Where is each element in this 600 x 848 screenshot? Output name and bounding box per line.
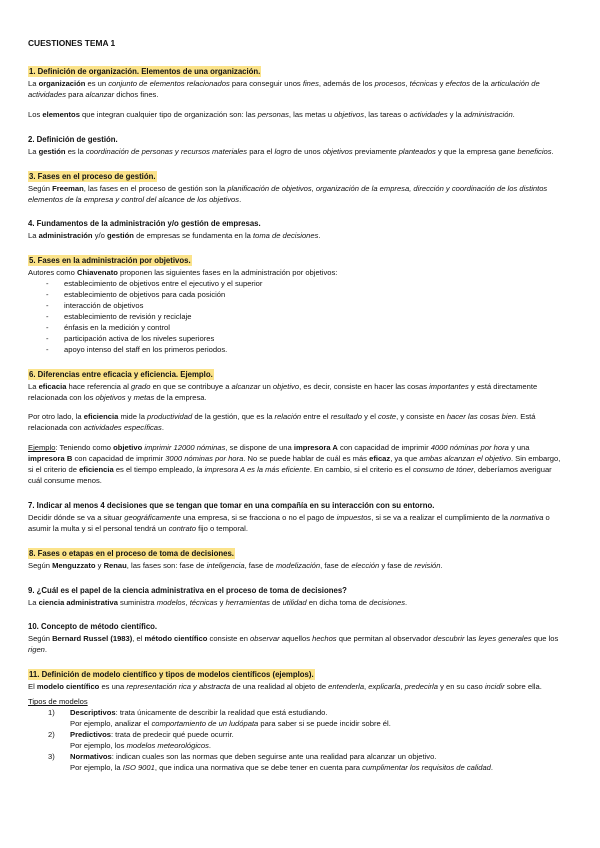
list-item: - apoyo intenso del staff en los primeros periodos. <box>46 345 564 356</box>
section-heading: 2. Definición de gestión. <box>28 134 118 144</box>
section-3 <box>28 166 564 206</box>
section-8 <box>28 543 564 572</box>
list-item: - establecimiento de revisión y reciclaje <box>46 312 564 323</box>
section-4 <box>28 213 564 242</box>
section-2 <box>28 129 564 158</box>
section-heading: 11. Definición de modelo científico y tipos de modelos científicos (ejemplos). <box>29 670 314 680</box>
models-list <box>28 708 564 773</box>
list-item: - establecimiento de objetivos entre el ejecutivo y el superior <box>46 279 564 290</box>
paragraph: Los elementos que integran cualquier tipo de organización son: las personas, las metas u objetivos, las tareas o actividades y la administración. <box>28 109 515 119</box>
section-5 <box>28 250 564 355</box>
paragraph: Autores como Chiavenato proponen las siguientes fases en la administración por objetivos: <box>28 268 338 278</box>
list-item: - participación activa de los niveles superiores <box>46 334 564 345</box>
list-item: - establecimiento de objetivos para cada posición <box>46 290 564 301</box>
paragraph: La gestión es la coordinación de personas y recursos materiales para el logro de unos objetivos previamente planteados y que la empresa gane beneficios. <box>28 146 554 156</box>
section-heading: 10. Concepto de método científico. <box>28 622 158 632</box>
list-item: - interacción de objetivos <box>46 301 564 312</box>
paragraph: La administración y/o gestión de empresas se fundamenta en la toma de decisiones. <box>28 231 321 241</box>
section-11 <box>28 664 564 773</box>
list-item: 3) Normativos: indican cuales son las normas que deben seguirse ante una realidad para alcanzar un objetivo. Por ejemplo, la ISO 9001, que indica una normativa que se debe tener en cuenta para cumplimentar los requisitos de calidad. <box>48 751 494 772</box>
section-9 <box>28 580 564 609</box>
paragraph: La eficacia hace referencia al grado en que se contribuye a alcanzar un objetivo, es decir, consiste en hacer las cosas importantes y está directamente relacionada con los objetivos y metas de la empresa. <box>28 381 538 402</box>
paragraph: Según Menguzzato y Renau, las fases son: fase de inteligencia, fase de modelización, fase de elección y fase de revisión. <box>28 560 443 570</box>
paragraph: Decidir dónde se va a situar geográficamente una empresa, si se fracciona o no el pago de impuestos, si se va a realizar el cumplimiento de la normativa o asumir la multa y si el personal tendrá un contrato fijo o temporal. <box>28 512 550 533</box>
paragraph: Ejemplo: Teniendo como objetivo imprimir 12000 nóminas, se dispone de una impresora A con capacidad de imprimir 4000 nóminas por hora y una impresora B con capacidad de imprimir 3000 nóminas por hora. No se puede hablar de cuál es más eficaz, ya que ambas alcanzan el objetivo. Sin embargo, si el criterio de eficiencia es el tiempo empleado, la impresora A es la más eficiente. En cambio, si el criterio es el consumo de tóner, deberíamos averiguar cuál consume menos. <box>28 443 561 485</box>
section-7 <box>28 495 564 535</box>
paragraph: La organización es un conjunto de elementos relacionados para conseguir unos fines, además de los procesos, técnicas y efectos de la articulación de actividades para alcanzar dichos fines. <box>28 79 540 99</box>
models-subheading: Tipos de modelos <box>28 697 88 707</box>
section-heading: 5. Fases en la administración por objetivos. <box>29 256 191 266</box>
list-item: - énfasis en la medición y control <box>46 323 564 334</box>
phase-list <box>28 279 564 355</box>
section-heading: 1. Definición de organización. Elementos de una organización. <box>29 67 261 76</box>
paragraph: Por otro lado, la eficiencia mide la productividad de la gestión, que es la relación entre el resultado y el coste, y consiste en hacer las cosas bien. Está relacionada con actividades específicas. <box>28 412 536 433</box>
paragraph: Según Freeman, las fases en el proceso de gestión son la planificación de objetivos, organización de la empresa, dirección y coordinación de los distintos elementos de la empresa y control del alcance de los objetivos. <box>28 183 548 204</box>
section-heading: 8. Fases o etapas en el proceso de toma de decisiones. <box>29 548 234 558</box>
list-item: 1) Descriptivos: trata únicamente de describir la realidad que está estudiando. Por ejemplo, analizar el comportamiento de un ludópata para saber si se puede incidir sobre él. <box>48 708 391 728</box>
paragraph: Según Bernard Russel (1983), el método científico consiste en observar aquellos hechos que permitan al observador descubrir las leyes generales que los rigen. <box>28 634 559 655</box>
list-item: 2) Predictivos: trata de predecir qué puede ocurrir. Por ejemplo, los modelos meteorológicos. <box>48 729 234 750</box>
section-heading: 6. Diferencias entre eficacia y eficiencia. Ejemplo. <box>29 369 213 379</box>
section-heading: 7. Indicar al menos 4 decisiones que se tengan que tomar en una compañía en su interacción con su entorno. <box>28 500 435 510</box>
document-title: CUESTIONES TEMA 1 <box>28 38 116 48</box>
section-heading: 9. ¿Cuál es el papel de la ciencia administrativa en el proceso de toma de decisiones? <box>28 585 347 595</box>
paragraph: El modelo científico es una representación rica y abstracta de una realidad al objeto de entenderla, explicarla, predecirla y en su caso incidir sobre ella. <box>28 682 542 692</box>
section-1 <box>28 61 564 121</box>
paragraph: La ciencia administrativa suministra modelos, técnicas y herramientas de utilidad en dicha toma de decisiones. <box>28 597 408 607</box>
section-6 <box>28 364 564 487</box>
section-10 <box>28 616 564 656</box>
section-heading: 3. Fases en el proceso de gestión. <box>29 171 156 181</box>
section-heading: 4. Fundamentos de la administración y/o gestión de empresas. <box>28 219 261 229</box>
